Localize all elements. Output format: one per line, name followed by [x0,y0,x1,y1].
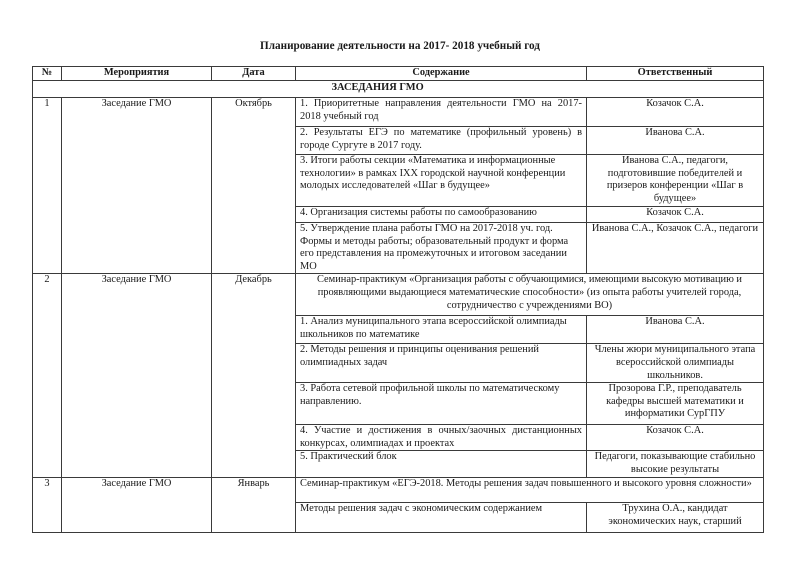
item-responsible: Козачок С.А. [587,207,764,223]
item-responsible: Члены жюри муниципального этапа всероссийской олимпиады школьников. [587,344,764,383]
item-responsible: Козачок С.А. [587,98,764,127]
header-date: Дата [212,67,296,81]
item-content: 3. Итоги работы секции «Математика и информационные технологии» в рамках IXX городской научной конференции молодых исследователей «Шаг в будущее» [296,155,587,207]
item-content: 3. Работа сетевой профильной школы по математическому направлению. [296,383,587,425]
item-responsible: Педагоги, показывающие стабильно высокие результаты [587,451,764,478]
seminar-title: Семинар-практикум «ЕГЭ-2018. Методы решения задач повышенного и высокого уровня сложности» [296,478,764,503]
meeting-num: 3 [33,478,62,533]
item-content: 1. Приоритетные направления деятельности ГМО на 2017- 2018 учебный год [296,98,587,127]
header-content: Содержание [296,67,587,81]
item-content: Методы решения задач с экономическим содержанием [296,503,587,533]
header-num: № [33,67,62,81]
document-title: Планирование деятельности на 2017- 2018 учебный год [260,40,540,52]
item-responsible: Козачок С.А. [587,425,764,451]
meeting-date: Октябрь [212,98,296,274]
header-responsible: Ответственный [587,67,764,81]
item-content: 2. Результаты ЕГЭ по математике (профильный уровень) в городе Сургуте в 2017 году. [296,127,587,155]
section-row [33,81,764,98]
item-responsible: Иванова С.А. [587,127,764,155]
table-row [33,274,764,316]
item-responsible: Иванова С.А., педагоги, подготовившие победителей и призеров конференции «Шаг в будущее» [587,155,764,207]
table-row [33,98,764,127]
seminar-title: Семинар-практикум «Организация работы с обучающимися, имеющими высокую мотивацию и проявляющими выдающиеся математические способности» (из опыта работы учителей города, сотрудничество с учреждениями ВО) [296,274,764,316]
item-responsible: Прозорова Г.Р., преподаватель кафедры высшей математики и информатики СурГПУ [587,383,764,425]
item-content: 4. Организация системы работы по самообразованию [296,207,587,223]
item-responsible: Иванова С.А., Козачок С.А., педагоги [587,223,764,274]
table-header-row [33,67,764,81]
item-content: 4. Участие и достижения в очных/заочных дистанционных конкурсах, олимпиадах и проектах [296,425,587,451]
meeting-event: Заседание ГМО [62,478,212,533]
meeting-num: 1 [33,98,62,274]
meeting-date: Январь [212,478,296,533]
item-responsible: Иванова С.А. [587,316,764,344]
plan-table [32,66,764,533]
item-content: 5. Практический блок [296,451,587,478]
item-responsible: Трухина О.А., кандидат экономических наук, старший [587,503,764,533]
item-content: 1. Анализ муниципального этапа всероссийской олимпиады школьников по математике [296,316,587,344]
table-row [33,478,764,503]
item-content: 5. Утверждение плана работы ГМО на 2017-2018 уч. год. Формы и методы работы; образовательный продукт и форма его представления на промежуточных и итоговом заседании МО [296,223,587,274]
meeting-event: Заседание ГМО [62,98,212,274]
item-content: 2. Методы решения и принципы оценивания решений олимпиадных задач [296,344,587,383]
meeting-num: 2 [33,274,62,478]
section-title: ЗАСЕДАНИЯ ГМО [296,81,764,98]
meeting-date: Декабрь [212,274,296,478]
meeting-event: Заседание ГМО [62,274,212,478]
header-event: Мероприятия [62,67,212,81]
